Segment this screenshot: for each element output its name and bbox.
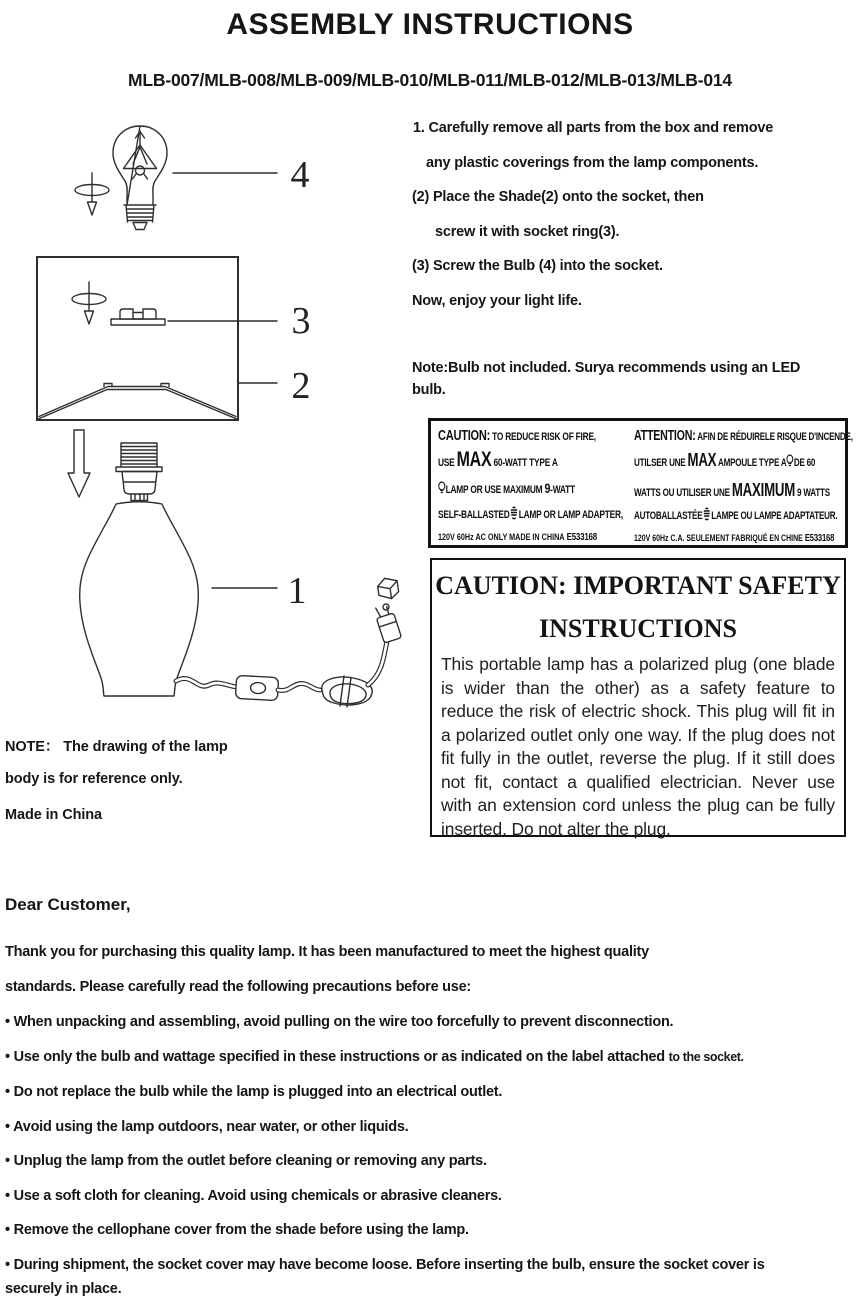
caution-text: DE 60: [793, 457, 816, 469]
plug-cover-drawing: [377, 577, 400, 601]
cfl-bulb-icon: [510, 506, 519, 529]
caution-rating-label: [428, 418, 853, 548]
caution-text: LAMPE OU LAMPE ADAPTATEUR.: [711, 510, 838, 522]
caution-heading: CAUTION:: [438, 428, 491, 444]
made-in-label: Made in China: [5, 807, 102, 823]
socket-ring-drawing: [111, 309, 165, 325]
part-number-1: 1: [287, 570, 307, 612]
part-number-4: 4: [290, 154, 310, 196]
caution-line: [438, 476, 636, 504]
caution-text: TO REDUCE RISK OF FIRE,: [492, 431, 596, 443]
ratings-text: 120V 60Hz C.A. SEULEMENT FABRIQUÉ EN CHINE: [634, 533, 803, 544]
precaution-item: • During shipment, the socket cover may have become loose. Before inserting the bulb, ensure the socket cover is: [5, 1257, 765, 1273]
rotation-arrow-icon: [72, 282, 106, 324]
caution-text: 60-WATT TYPE A: [493, 457, 558, 469]
precaution-item: • Avoid using the lamp outdoors, near water, or other liquids.: [5, 1119, 409, 1135]
precaution-item: securely in place.: [5, 1281, 122, 1297]
step-line: any plastic coverings from the lamp components.: [426, 155, 759, 171]
step-line: 1. Carefully remove all parts from the box and remove: [413, 120, 774, 136]
caution-text: 9: [544, 480, 551, 496]
caution-label-english: [438, 426, 636, 546]
part-number-2: 2: [291, 365, 311, 407]
safety-title-line: INSTRUCTIONS: [539, 614, 737, 643]
caution-line: [438, 447, 636, 476]
page-title: ASSEMBLY INSTRUCTIONS: [226, 8, 634, 41]
lamp-body-drawing: [80, 443, 199, 696]
intro-line: standards. Please carefully read the following precautions before use:: [5, 979, 471, 995]
caution-text: AFIN DE RÉDUIRELE RISQUE D'INCENDE,: [697, 431, 853, 443]
precaution-item: [5, 1049, 857, 1065]
caution-heading: ATTENTION:: [634, 428, 696, 444]
cord-switch-drawing: [176, 641, 387, 707]
certification-number: E533168: [804, 532, 835, 544]
rotation-arrow-icon: [75, 173, 109, 215]
cfl-bulb-icon: [702, 507, 711, 530]
caution-text: 9 WATTS: [797, 487, 830, 499]
caution-text: UTILSER UNE: [634, 457, 686, 469]
bulb-note-line: bulb.: [412, 382, 446, 398]
caution-label-french: [634, 426, 853, 547]
caution-text: LAMP OR LAMP ADAPTER,: [518, 509, 623, 521]
safety-instructions-box: [430, 558, 846, 837]
max-wattage-text: MAX: [456, 448, 492, 471]
caution-text: SELF-BALLASTED: [438, 509, 510, 521]
max-wattage-text: MAXIMUM: [731, 480, 795, 500]
safety-title-line: CAUTION: IMPORTANT SAFETY: [435, 571, 841, 600]
step-line: Now, enjoy your light life.: [412, 293, 582, 309]
part-number-3: 3: [291, 300, 311, 342]
precaution-text: • Use only the bulb and wattage specified in these instructions or as indicated on the label attached: [5, 1049, 665, 1065]
step-line: (2) Place the Shade(2) onto the socket, then: [412, 189, 704, 205]
caution-text: AUTOBALLASTÉE: [634, 510, 703, 522]
safety-box-body: This portable lamp has a polarized plug (one blade is wider than the other) as a safety feature to reduce the risk of electric shock. This plug will fit in a polarized outlet only one way. If the plug does not fit fully in the outlet, reverse the plug. If it still does not fit, contact a qualified electrician. Never use with an extension cord unless the plug can be fully inserted. Do not alter the plug.: [441, 654, 835, 839]
note-label: NOTE：: [5, 739, 60, 755]
precaution-item: • Remove the cellophane cover from the shade before using the lamp.: [5, 1222, 469, 1238]
caution-text: AMPOULE TYPE A: [717, 457, 787, 469]
customer-greeting: Dear Customer,: [5, 895, 131, 914]
bulb-note-line: Note:Bulb not included. Surya recommends using an LED: [412, 360, 801, 376]
caution-line: [438, 529, 636, 546]
caution-text: LAMP OR USE MAXIMUM: [445, 484, 543, 496]
caution-text: -WATT: [550, 484, 575, 496]
assembly-diagram-svg: [0, 100, 430, 750]
down-arrow-icon: [68, 430, 90, 497]
shade-drawing: [37, 257, 238, 420]
precaution-item: • Do not replace the bulb while the lamp is plugged into an electrical outlet.: [5, 1084, 503, 1100]
reference-note-line: [5, 735, 228, 756]
intro-line: Thank you for purchasing this quality lamp. It has been manufactured to meet the highest quality: [5, 944, 649, 960]
ratings-text: 120V 60Hz AC ONLY MADE IN CHINA: [438, 532, 565, 543]
model-numbers: MLB-007/MLB-008/MLB-009/MLB-010/MLB-011/MLB-012/MLB-013/MLB-014: [128, 70, 732, 90]
caution-line: [634, 478, 843, 505]
caution-line: [634, 447, 843, 478]
precaution-item: • Use a soft cloth for cleaning. Avoid using chemicals or abrasive cleaners.: [5, 1188, 502, 1204]
safety-box-title: [432, 564, 844, 650]
precaution-item: • Unplug the lamp from the outlet before cleaning or removing any parts.: [5, 1153, 487, 1169]
plug-drawing: [373, 577, 401, 643]
precaution-text-small: to the socket.: [668, 1050, 744, 1064]
caution-line: [634, 530, 843, 547]
caution-line: [634, 426, 853, 447]
caution-text: WATTS OU UTILISER UNE: [634, 487, 730, 499]
step-line: screw it with socket ring(3).: [435, 224, 620, 240]
reference-note-line: body is for reference only.: [5, 771, 183, 787]
caution-line: [438, 504, 636, 529]
caution-line: [438, 426, 636, 447]
caution-text: USE: [438, 457, 455, 469]
step-line: (3) Screw the Bulb (4) into the socket.: [412, 258, 663, 274]
bulb-drawing: [113, 126, 167, 230]
bulb-icon: [438, 480, 446, 504]
note-text: The drawing of the lamp: [63, 739, 228, 755]
caution-line: [634, 505, 843, 530]
certification-number: E533168: [566, 531, 597, 543]
assembly-diagram: [0, 100, 430, 750]
max-wattage-text: MAX: [687, 450, 717, 470]
precaution-item: • When unpacking and assembling, avoid pulling on the wire too forcefully to prevent disconnection.: [5, 1014, 674, 1030]
